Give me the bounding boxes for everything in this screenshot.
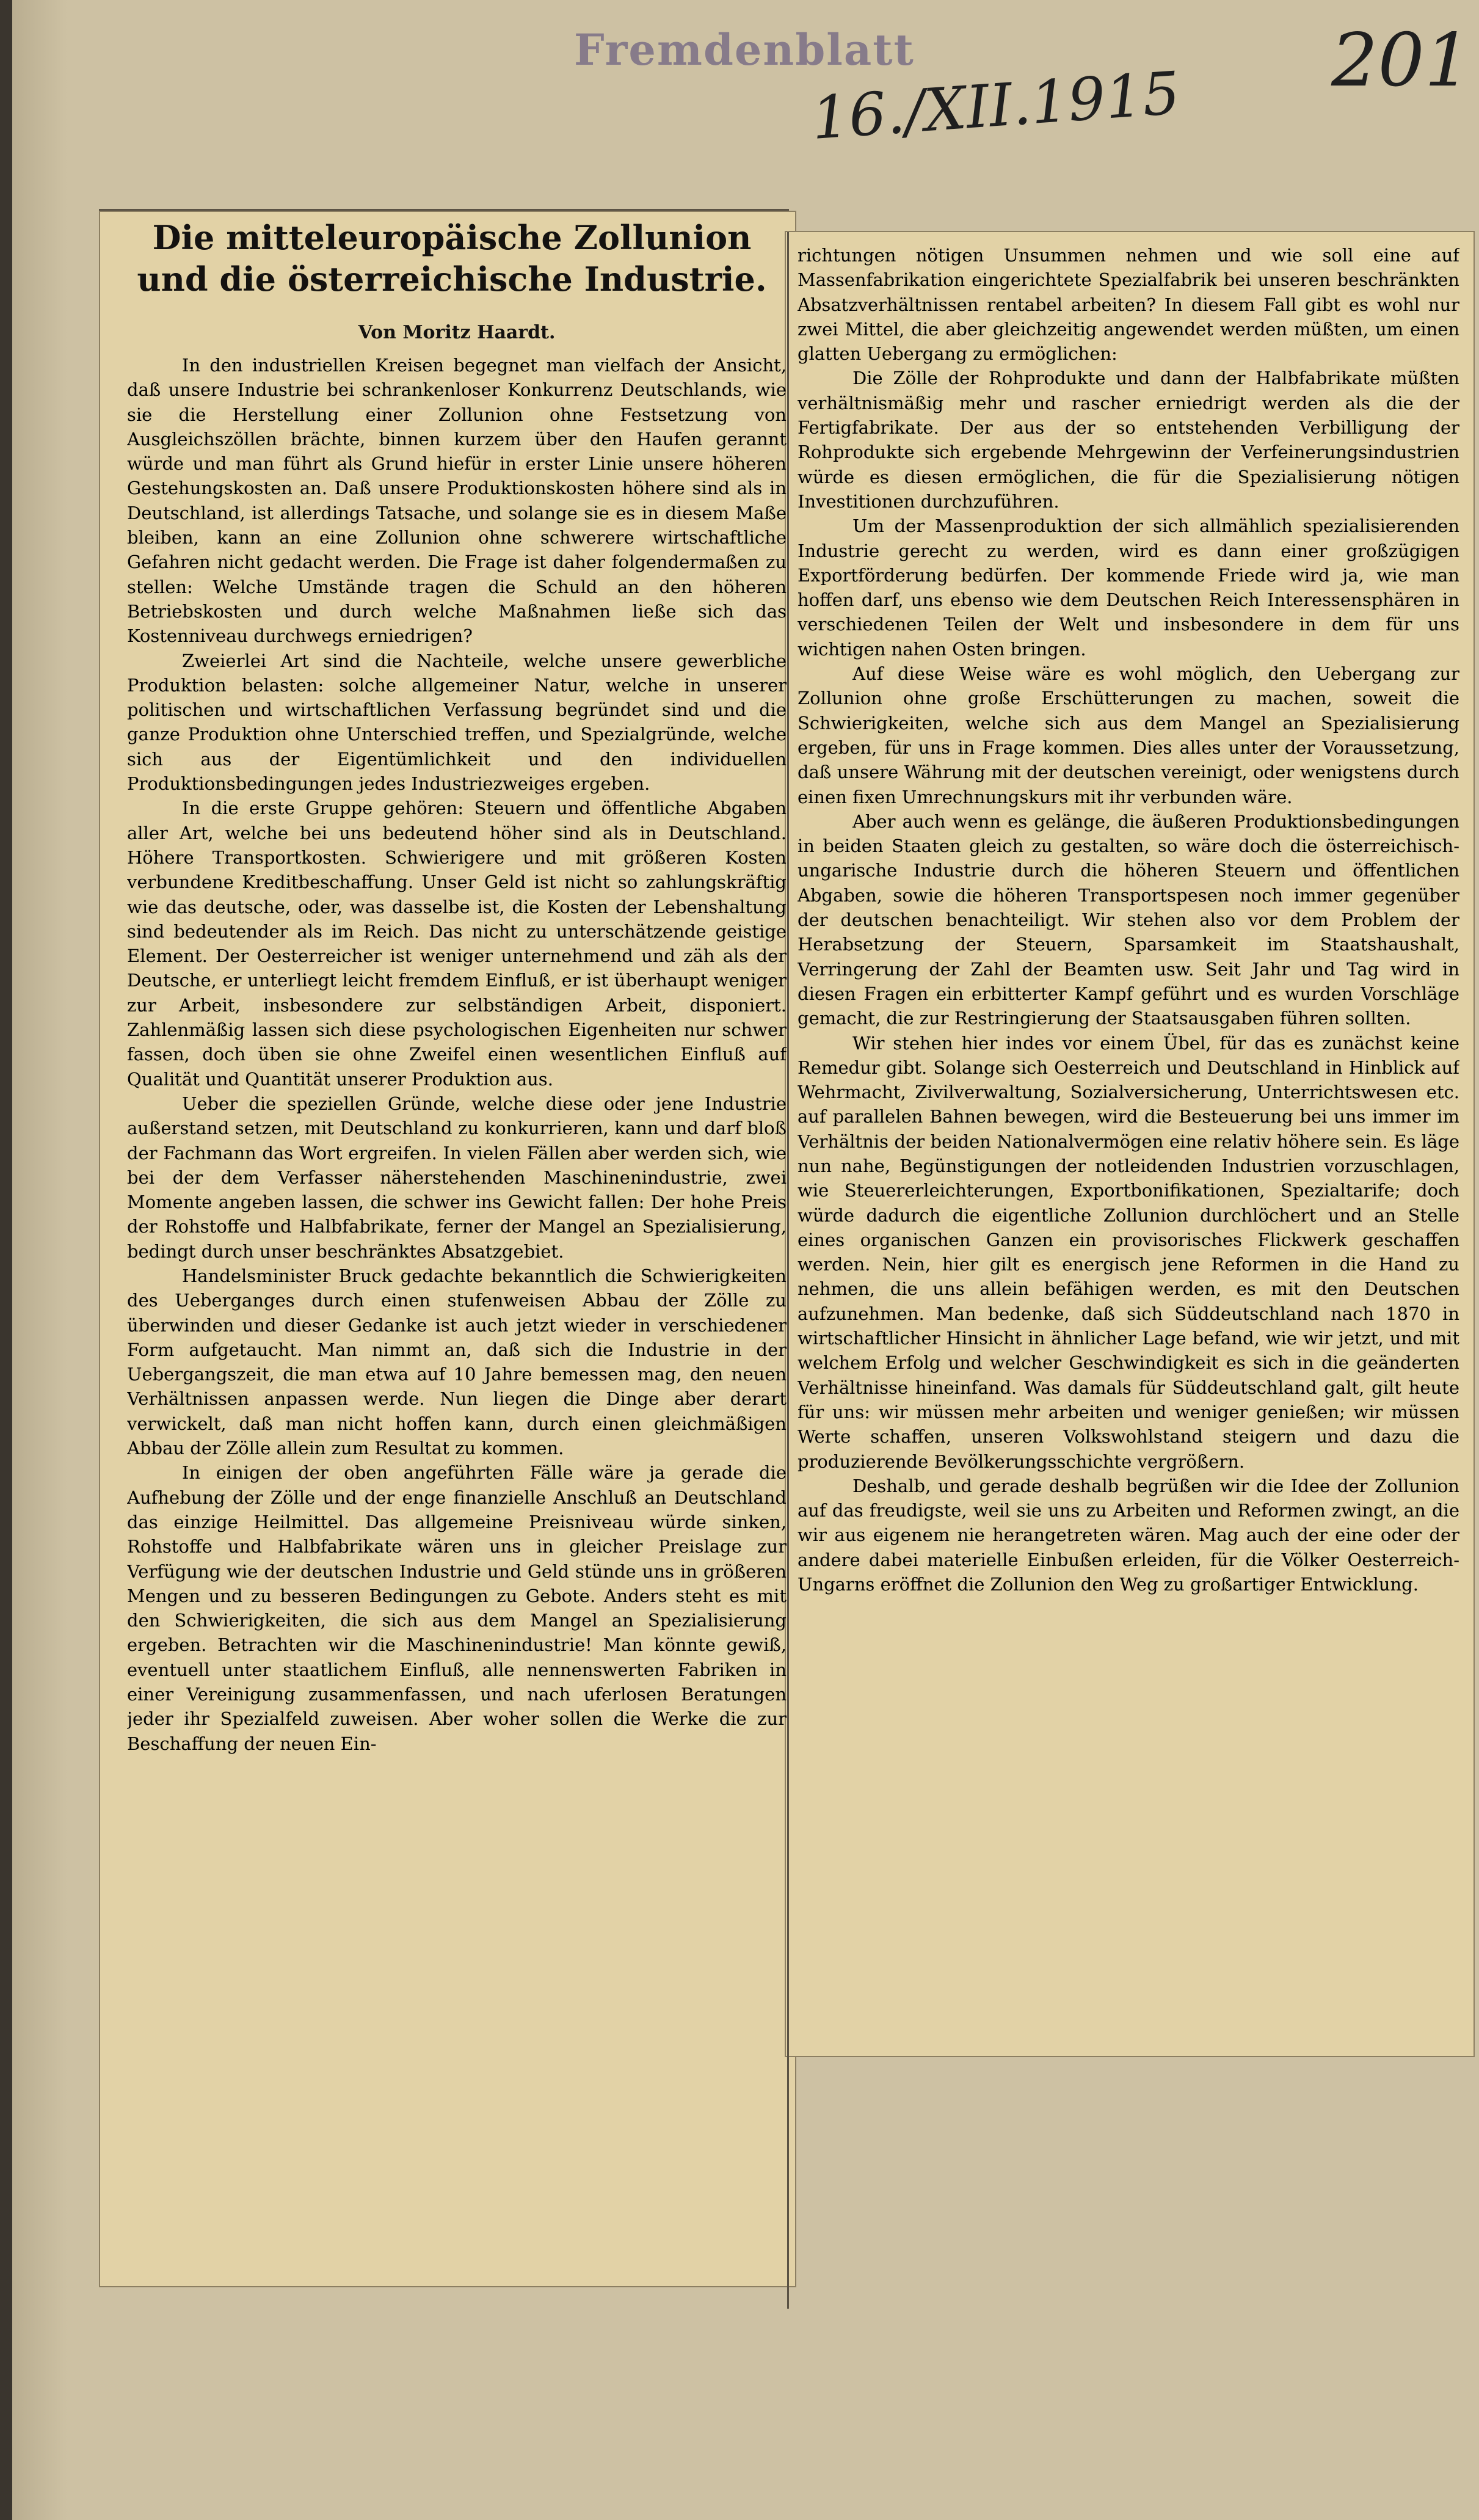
handwritten-date: 16./XII.1915 bbox=[809, 59, 1182, 153]
paragraph: Deshalb, und gerade deshalb begrüßen wir die Idee der Zollunion auf das freudigste, weil sie uns zu Arbeiten und Reformen zwingt, an die wir aus eigenem nie herangetreten wären. Mag auch der eine oder der andere dabei materielle Einbußen erleiden, für die Völker Oesterreich-Ungarns eröffnet die Zollunion den Weg zu großartiger Entwicklung. bbox=[798, 1475, 1459, 1595]
article-column-left bbox=[127, 353, 787, 2301]
article-title: Die mitteleuropäische Zollunion und die österreichische Industrie. bbox=[137, 218, 767, 299]
paragraph: richtungen nötigen Unsummen nehmen und wie soll eine auf Massenfabrikation eingerichtete Spezialfabrik bei unseren beschränkten Absatzverhältnissen rentabel arbeiten? In diesem Fall gibt es wohl nur zwei Mittel, die aber gleichzeitig angewendet werden müßten, um einen glatten Uebergang zu ermöglichen: bbox=[798, 245, 1459, 365]
newspaper-stamp: Fremdenblatt bbox=[574, 24, 915, 75]
paragraph: Um der Massenproduktion der sich allmählich spezialisierenden Industrie gerecht zu werden, wird es dann einer großzügigen Exportförderung bedürfen. Der kommende Friede wird ja, wie man hoffen darf, uns ebenso wie dem Deutschen Reich Interessensphären in verschiedenen Teilen der Welt und insbesondere in dem für uns wichtigen nahen Osten bringen. bbox=[798, 515, 1459, 660]
paragraph: Wir stehen hier indes vor einem Übel, für das es zunächst keine Remedur gibt. Solange sich Oesterreich und Deutschland in Hinblick auf Wehrmacht, Zivilverwaltung, Sozialversicherung, Unterrichtswesen etc. auf parallelen Bahnen bewegen, wird die Besteuerung bei uns immer im Verhältnis der beiden Nationalvermögen eine relativ höhere sein. Es läge nun nahe, Begünstigungen der notleidenden Industrien vorzuschlagen, wie Steuererleichterungen, Exportbonifikationen, Spezialtarife; doch würde dadurch die eigentliche Zollunion durchlöchert und an Stelle eines organischen Ganzen ein provisorisches Flickwerk geschaffen werden. Nein, hier gilt es energisch jene Reformen in die Hand zu nehmen, die uns allein befähigen werden, es mit den Deutschen aufzunehmen. Man bedenke, daß sich Süddeutschland nach 1870 in wirtschaftlicher Hinsicht in ähnlicher Lage befand, wie wir jetzt, und mit welchem Erfolg und welcher Geschwindigkeit es sich in die geänderten Verhältnisse hineinfand. Was damals für Süddeutschland galt, gilt heute für uns: wir müssen mehr arbeiten und weniger genießen; wir müssen Werte schaffen, unseren Volkswohlstand steigern und dazu die produzierende Bevölkerungsschichte vergrößern. bbox=[798, 1032, 1459, 1472]
paragraph: Auf diese Weise wäre es wohl möglich, den Uebergang zur Zollunion ohne große Erschütterungen zu machen, soweit die Schwierigkeiten, welche sich aus dem Mangel an Spezialisierung ergeben, für uns in Frage kommen. Dies alles unter der Voraussetzung, daß unsere Währung mit der deutschen vereinigt, oder wenigstens durch einen fixen Umrechnungskurs mit ihr verbunden wäre. bbox=[798, 663, 1459, 807]
article-column-right bbox=[798, 243, 1459, 2051]
top-rule bbox=[99, 209, 789, 211]
column-divider bbox=[787, 232, 789, 2309]
paragraph: Aber auch wenn es gelänge, die äußeren Produktionsbedingungen in beiden Staaten gleich zu gestalten, so wäre doch die österreichisch-ungarische Industrie durch die höheren Steuern und öffentlichen Abgaben, sowie die höheren Transportspesen noch immer gegenüber der deutschen benachteiligt. Wir stehen also vor dem Problem der Herabsetzung der Steuern, Sparsamkeit im Staatshaushalt, Verringerung der Zahl der Beamten usw. Seit Jahr und Tag wird in diesen Fragen ein erbitterter Kampf geführt und es wurden Vorschläge gemacht, die zur Restringierung der Staatsausgaben führen sollten. bbox=[798, 810, 1459, 1029]
paragraph: Zweierlei Art sind die Nachteile, welche unsere gewerbliche Produktion belasten: solche allgemeiner Natur, welche in unserer politischen und wirtschaftlichen Verfassung begründet sind und die ganze Produktion ohne Unterschied treffen, und Spezialgründe, welche sich aus der Eigentümlichkeit und den individuellen Produktionsbedingungen jedes Industriezweiges ergeben. bbox=[127, 650, 787, 795]
paragraph: Handelsminister Bruck gedachte bekanntlich die Schwierigkeiten des Ueberganges durch einen stufenweisen Abbau der Zölle zu überwinden und dieser Gedanke ist auch jetzt wieder in verschiedener Form aufgetaucht. Man nimmt an, daß sich die Industrie in der Uebergangszeit, die man etwa auf 10 Jahre bemessen mag, den neuen Verhältnissen anpassen werde. Nun liegen die Dinge aber derart verwickelt, daß man nicht hoffen kann, durch einen gleichmäßigen Abbau der Zölle allein zum Resultat zu kommen. bbox=[127, 1265, 787, 1459]
paragraph: In einigen der oben angeführten Fälle wäre ja gerade die Aufhebung der Zölle und der enge finanzielle Anschluß an Deutschland das einzige Heilmittel. Das allgemeine Preisniveau würde sinken, Rohstoffe und Halbfabrikate wären uns in gleicher Preislage zur Verfügung wie der deutschen Industrie und Geld stünde uns in größeren Mengen und zu besseren Bedingungen zu Gebote. Anders steht es mit den Schwierigkeiten, die sich aus dem Mangel an Spezialisierung ergeben. Betrachten wir die Maschinenindustrie! Man könnte gewiß, eventuell unter staatlichem Einfluß, alle nennenswerten Fabriken in einer Vereinigung zusammenfassen, und nach uferlosen Beratungen jeder ihr Spezialfeld zuweisen. Aber woher sollen die Werke die zur Beschaffung der neuen Ein- bbox=[127, 1462, 787, 1754]
article-byline: Von Moritz Haardt. bbox=[358, 322, 556, 343]
paper-edge bbox=[12, 0, 67, 2520]
handwritten-page-number: 201 bbox=[1331, 18, 1472, 103]
paragraph: In die erste Gruppe gehören: Steuern und öffentliche Abgaben aller Art, welche bei uns bedeutend höher sind als in Deutschland. Höhere Transportkosten. Schwierigere und mit größeren Kosten verbundene Kreditbeschaffung. Unser Geld ist nicht so zahlungskräftig wie das deutsche, oder, was dasselbe ist, die Kosten der Lebenshaltung sind bedeutender als im Reich. Das nicht zu unterschätzende geistige Element. Der Oesterreicher ist weniger unternehmend und zäh als der Deutsche, er unterliegt leicht fremdem Einfluß, er ist überhaupt weniger zur Arbeit, insbesondere zur selbständigen Arbeit, disponiert. Zahlenmäßig lassen sich diese psychologischen Eigenheiten nur schwer fassen, doch üben sie ohne Zweifel einen wesentlichen Einfluß auf Qualität und Quantität unserer Produktion aus. bbox=[127, 798, 787, 1090]
paragraph: In den industriellen Kreisen begegnet man vielfach der Ansicht, daß unsere Industrie bei schrankenloser Konkurrenz Deutschlands, wie sie die Herstellung einer Zollunion ohne Festsetzung von Ausgleichszöllen brächte, binnen kurzem über den Haufen gerannt würde und man führt als Grund hiefür in erster Linie unsere höheren Gestehungskosten an. Daß unsere Produktionskosten höhere sind als in Deutschland, ist allerdings Tatsache, und solange sie es in diesem Maße bleiben, kann an eine Zollunion ohne schwerere wirtschaftliche Gefahren nicht gedacht werden. Die Frage ist daher folgendermaßen zu stellen: Welche Umstände tragen die Schuld an den höheren Betriebskosten und durch welche Maßnahmen ließe sich das Kostenniveau durchwegs erniedrigen? bbox=[127, 355, 787, 647]
paragraph: Die Zölle der Rohprodukte und dann der Halbfabrikate müßten verhältnismäßig mehr und rascher erniedrigt werden als die der Fertigfabrikate. Der aus der so entstehenden Verbilligung der Rohprodukte sich ergebende Mehrgewinn der Verfeinerungsindustrien würde es diesen ermöglichen, die für die Spezialisierung nötigen Investitionen durchzuführen. bbox=[798, 368, 1459, 512]
paragraph: Ueber die speziellen Gründe, welche diese oder jene Industrie außerstand setzen, mit Deutschland zu konkurrieren, kann und darf bloß der Fachmann das Wort ergreifen. In vielen Fällen aber werden sich, wie bei der dem Verfasser näherstehenden Maschinenindustrie, zwei Momente angeben lassen, die schwer ins Gewicht fallen: Der hohe Preis der Rohstoffe und Halbfabrikate, ferner der Mangel an Spezialisierung, bedingt durch unser beschränktes Absatzgebiet. bbox=[127, 1093, 787, 1262]
